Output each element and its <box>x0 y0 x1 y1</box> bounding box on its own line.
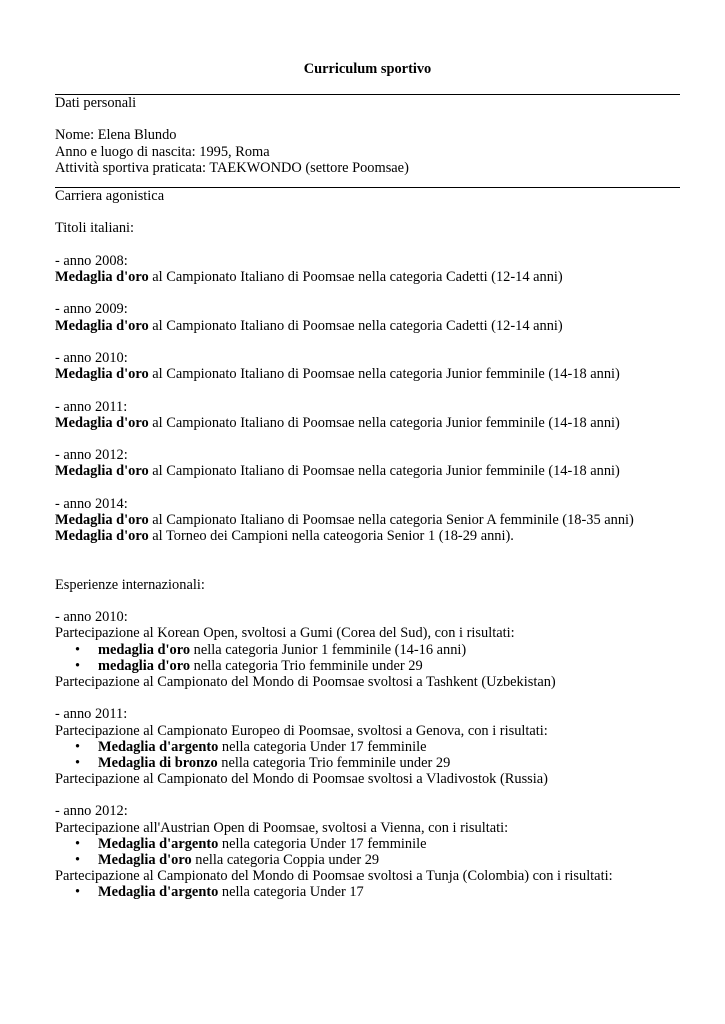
participation-text: Partecipazione al Campionato Europeo di Poomsae, svoltosi a Genova, con i risultati: <box>55 722 548 739</box>
participation-text: Partecipazione al Campionato del Mondo di Poomsae svoltosi a Tunja (Colombia) con i risultati: <box>55 868 613 885</box>
results-list <box>55 836 680 868</box>
participation-text: Partecipazione al Campionato del Mondo di Poomsae svoltosi a Tashkent (Uzbekistan) <box>55 673 556 690</box>
participation-text: Partecipazione al Korean Open, svoltosi a Gumi (Corea del Sud), con i risultati: <box>55 625 515 642</box>
medal-detail: al Campionato Italiano di Poomsae nella categoria Junior femminile (14-18 anni) <box>148 366 620 383</box>
list-item <box>55 852 680 868</box>
participation-text: Partecipazione all'Austrian Open di Poomsae, svoltosi a Vienna, con i risultati: <box>55 819 509 836</box>
medal-entry <box>55 528 680 544</box>
medal-name: Medaglia d'oro <box>55 317 149 334</box>
bullet-icon: • <box>75 852 81 869</box>
medal-name: Medaglia d'oro <box>55 366 149 383</box>
medal-name: Medaglia d'oro <box>55 414 149 431</box>
italian-titles-heading: Titoli italiani: <box>55 220 135 237</box>
year-label: - anno 2009: <box>55 301 128 318</box>
year-label: - anno 2010: <box>55 349 128 366</box>
medal-entry <box>55 463 680 479</box>
personal-sport: Attività sportiva praticata: TAEKWONDO (settore Poomsae) <box>55 159 409 176</box>
medal-entry <box>55 415 680 431</box>
personal-birth: Anno e luogo di nascita: 1995, Roma <box>55 143 270 160</box>
personal-section-heading: Dati personali <box>55 95 137 111</box>
bullet-icon: • <box>75 641 81 658</box>
list-item <box>55 642 680 658</box>
results-list <box>55 739 680 771</box>
medal-name: medaglia d'oro <box>98 657 191 674</box>
international-heading: Esperienze internazionali: <box>55 576 205 593</box>
year-label: - anno 2010: <box>55 609 128 626</box>
list-item <box>55 739 680 755</box>
medal-detail: al Campionato Italiano di Poomsae nella categoria Junior femminile (14-18 anni) <box>148 463 620 480</box>
career-section-heading: Carriera agonistica <box>55 188 165 204</box>
medal-detail: al Campionato Italiano di Poomsae nella categoria Cadetti (12-14 anni) <box>148 268 563 285</box>
year-label: - anno 2011: <box>55 706 128 723</box>
year-label: - anno 2008: <box>55 252 128 269</box>
medal-entry <box>55 512 680 528</box>
results-list <box>55 884 680 900</box>
medal-detail: al Campionato Italiano di Poomsae nella categoria Cadetti (12-14 anni) <box>148 317 563 334</box>
medal-name: Medaglia di bronzo <box>98 754 218 771</box>
medal-detail: al Torneo dei Campioni nella cateogoria Senior 1 (18-29 anni). <box>148 528 514 545</box>
medal-name: Medaglia d'oro <box>55 268 149 285</box>
medal-detail: al Campionato Italiano di Poomsae nella categoria Senior A femminile (18-35 anni) <box>148 511 634 528</box>
results-list <box>55 642 680 674</box>
medal-name: Medaglia d'argento <box>98 835 219 852</box>
participation-text: Partecipazione al Campionato del Mondo di Poomsae svoltosi a Vladivostok (Russia) <box>55 771 548 788</box>
medal-entry <box>55 318 680 334</box>
medal-detail: nella categoria Under 17 femminile <box>218 835 427 852</box>
medal-name: Medaglia d'oro <box>55 463 149 480</box>
bullet-icon: • <box>75 738 81 755</box>
medal-detail: nella categoria Trio femminile under 29 <box>190 657 423 674</box>
medal-name: Medaglia d'argento <box>98 738 219 755</box>
italian-titles-list <box>55 237 680 545</box>
year-label: - anno 2011: <box>55 398 128 415</box>
medal-entry <box>55 366 680 382</box>
medal-detail: nella categoria Coppia under 29 <box>191 852 380 869</box>
bullet-icon: • <box>75 884 81 901</box>
bullet-icon: • <box>75 835 81 852</box>
year-label: - anno 2014: <box>55 495 128 512</box>
personal-name: Nome: Elena Blundo <box>55 127 177 144</box>
medal-detail: nella categoria Junior 1 femminile (14-16 anni) <box>190 641 467 658</box>
medal-detail: nella categoria Under 17 <box>218 884 364 901</box>
medal-detail: al Campionato Italiano di Poomsae nella categoria Junior femminile (14-18 anni) <box>148 414 620 431</box>
year-label: - anno 2012: <box>55 803 128 820</box>
medal-name: medaglia d'oro <box>98 641 191 658</box>
document-title: Curriculum sportivo <box>303 61 432 77</box>
document-page <box>55 0 680 901</box>
list-item <box>55 658 680 674</box>
list-item <box>55 884 680 900</box>
medal-name: Medaglia d'oro <box>98 852 192 869</box>
year-label: - anno 2012: <box>55 447 128 464</box>
medal-name: Medaglia d'oro <box>55 528 149 545</box>
medal-name: Medaglia d'argento <box>98 884 219 901</box>
international-list <box>55 593 680 901</box>
list-item <box>55 755 680 771</box>
medal-entry <box>55 269 680 285</box>
list-item <box>55 836 680 852</box>
medal-detail: nella categoria Under 17 femminile <box>218 738 427 755</box>
medal-detail: nella categoria Trio femminile under 29 <box>217 754 451 771</box>
bullet-icon: • <box>75 754 81 771</box>
medal-name: Medaglia d'oro <box>55 511 149 528</box>
bullet-icon: • <box>75 657 81 674</box>
